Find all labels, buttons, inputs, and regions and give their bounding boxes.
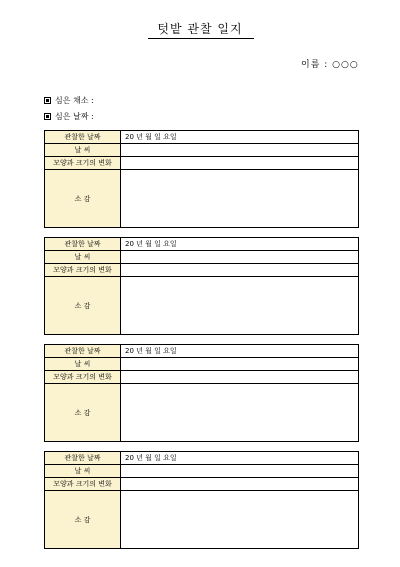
bullet-box-icon (44, 113, 51, 120)
change-label: 모양과 크기의 변화 (45, 157, 121, 170)
title-underline (148, 38, 254, 39)
observed-date-label: 관찰한 날짜 (45, 345, 121, 358)
weather-value[interactable] (121, 251, 359, 264)
impression-label: 소 감 (45, 491, 121, 549)
weather-label: 날 씨 (45, 144, 121, 157)
change-label: 모양과 크기의 변화 (45, 371, 121, 384)
impression-label: 소 감 (45, 170, 121, 228)
planted-vegetable-field (44, 95, 94, 106)
observed-date-label: 관찰한 날짜 (45, 238, 121, 251)
impression-value[interactable] (121, 491, 359, 549)
observed-date-value[interactable]: 20 년 월 일 요일 (121, 345, 359, 358)
planted-date-label: 심은 날짜 : (55, 112, 94, 121)
bullet-box-icon (44, 97, 51, 104)
weather-label: 날 씨 (45, 465, 121, 478)
weather-value[interactable] (121, 465, 359, 478)
change-label: 모양과 크기의 변화 (45, 478, 121, 491)
weather-value[interactable] (121, 358, 359, 371)
planted-date-field (44, 111, 94, 122)
observation-entry (44, 130, 359, 228)
observed-date-value[interactable]: 20 년 월 일 요일 (121, 238, 359, 251)
impression-value[interactable] (121, 277, 359, 335)
page-title: 텃밭 관찰 일지 (157, 22, 243, 36)
change-value[interactable] (121, 371, 359, 384)
change-label: 모양과 크기의 변화 (45, 264, 121, 277)
weather-value[interactable] (121, 144, 359, 157)
change-value[interactable] (121, 157, 359, 170)
observed-date-label: 관찰한 날짜 (45, 131, 121, 144)
change-value[interactable] (121, 478, 359, 491)
impression-label: 소 감 (45, 277, 121, 335)
observation-entry (44, 451, 359, 549)
weather-label: 날 씨 (45, 251, 121, 264)
change-value[interactable] (121, 264, 359, 277)
name-line: 이름 : ○○○ (301, 60, 359, 70)
impression-value[interactable] (121, 170, 359, 228)
impression-value[interactable] (121, 384, 359, 442)
planted-vegetable-label: 심은 채소 : (55, 96, 94, 105)
observed-date-value[interactable]: 20 년 월 일 요일 (121, 452, 359, 465)
observed-date-label: 관찰한 날짜 (45, 452, 121, 465)
observation-entry (44, 344, 359, 442)
impression-label: 소 감 (45, 384, 121, 442)
observed-date-value[interactable]: 20 년 월 일 요일 (121, 131, 359, 144)
observation-entry (44, 237, 359, 335)
weather-label: 날 씨 (45, 358, 121, 371)
